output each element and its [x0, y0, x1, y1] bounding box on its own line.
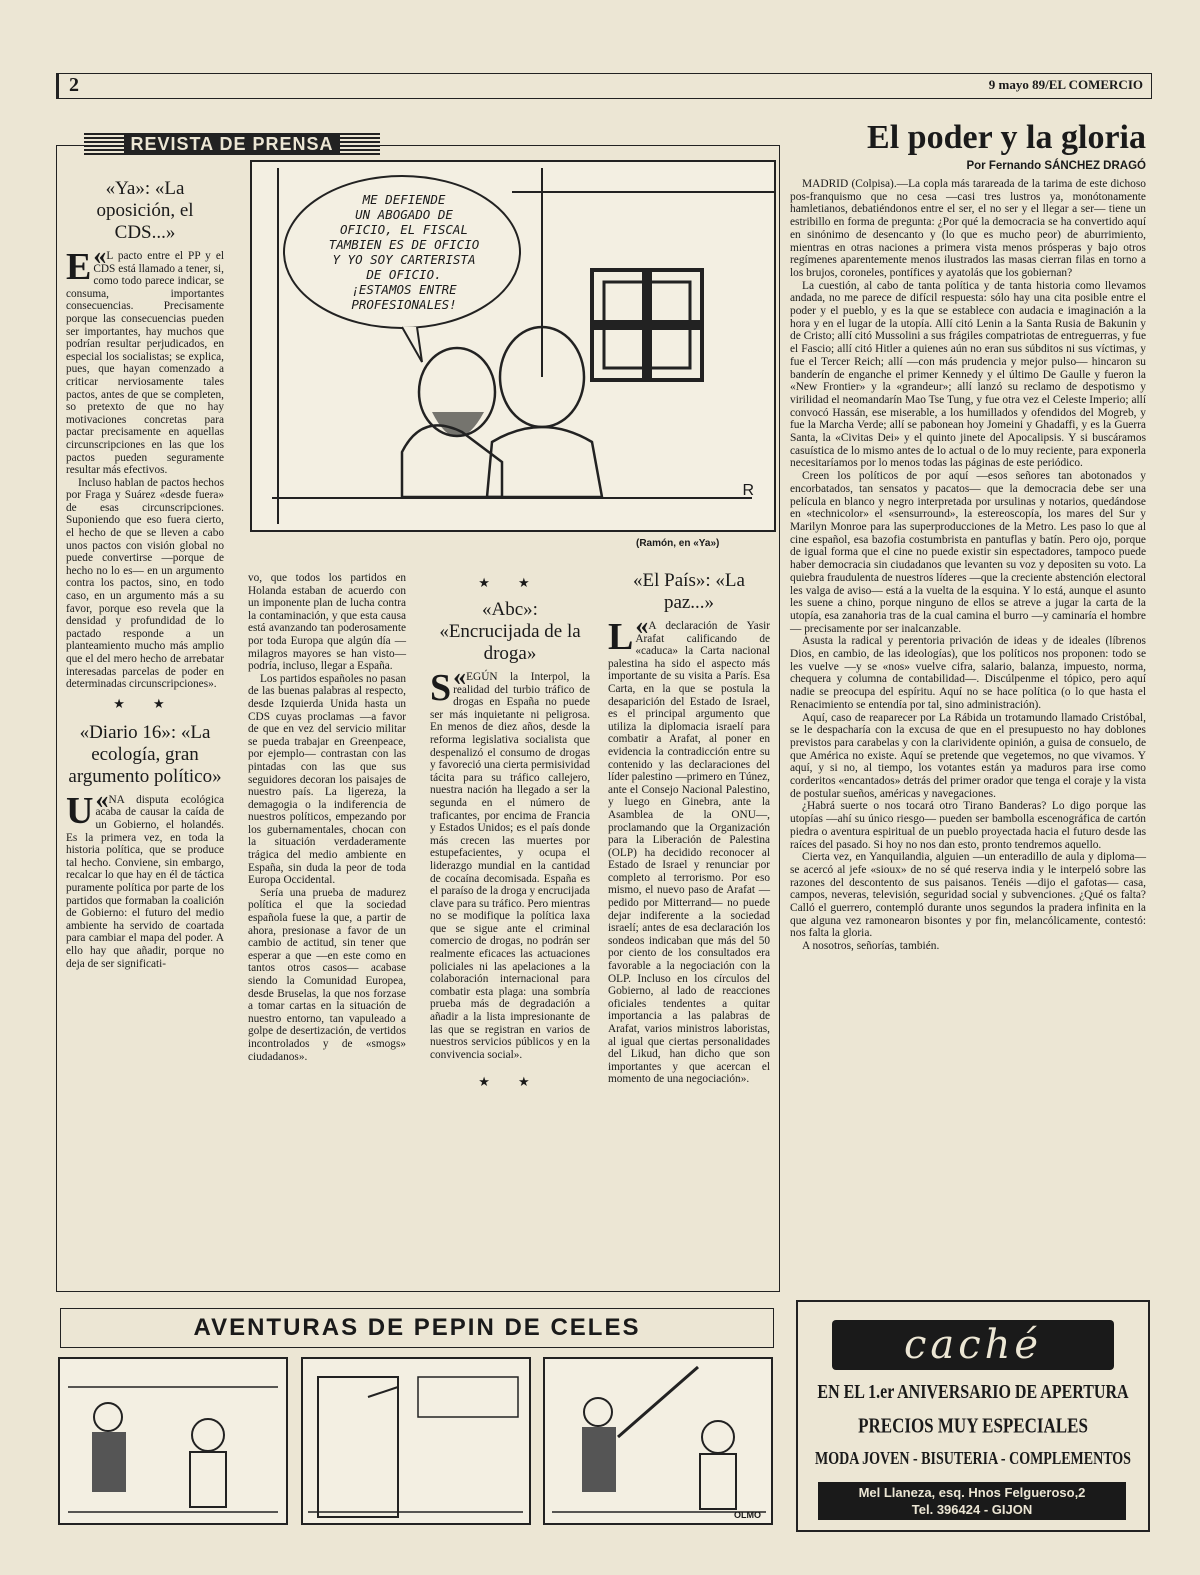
abc-article	[430, 570, 590, 1096]
stars-divider: ★ ★	[113, 696, 177, 712]
diario-paragraph: « U NA disputa ecológica acaba de causar la caída de un Gobierno, el holandés. Es la primera vez, en toda la historia política, que se produce tal hecho. Conviene, sin embargo, recalcar lo que hay en él de táctica puramente política por parte de los partidos que formaban la coalición de Gobierno: el futuro del medio ambiente ha servido de coartada para cambiar el mapa del poder. A ello hay que añadir, porque no deja de ser significati-	[66, 784, 224, 970]
cache-brand: caché	[903, 1322, 1043, 1368]
poder-paragraph-8: A nosotros, señorías, también.	[802, 940, 940, 953]
ya-paragraph: « E L pacto entre el PP y el CDS está llamado a tener, si, como todo parece indicar, se consuma, importantes consecuencias. Precisamente porque las consecuencias pueden ser importantes, hay muchos que podrían resultar perjudicados, en especial los socialistas; se explica, pues, que hayan comenzado a criticar nerviosamente tales pactos, antes de que se completen, so pretexto de que no hay motivaciones concretas para pactar precisamente en aquellas circunscripciones en las que los pactos pueden seguramente resultar más efectivos.	[66, 241, 224, 477]
poder-paragraph-1: MADRID (Colpisa).—La copla más tarareada de la tarima de este dichoso pos-franquismo que no cesa —casi tres lustros ya, monótonamente hamletianos, debatiéndonos entre el ser, el no ser y el llegar a ser— tiene un estribillo en forma de pregunta: ¿Por qué la democracia se ha convertido aquí en sinónimo de desencanto y (lo que es mucho peor) de aburrimiento, mientras en otras naciones a primera vista menos prósperas y bajo otros regímenes aparentemente menos ilustrados las masas cierran filas en torno a los brujos, coroneles, pontífices y ayatolás que los gobiernan?	[790, 178, 1146, 279]
diario-title: «Diario 16»: «La ecología, gran argumento político»	[68, 721, 222, 787]
diario-paragraph-3: Los partidos españoles no pasan de las buenas palabras al respecto, desde Izquierda Unida hasta un CDS cuyas proclamas —a favor de que en vez del servicio militar se pueda trabajar en Greenpeace, por ejemplo— contrastan con las pintadas con las que sus seguidores decoran los paisajes de nuestro país. La ligereza, la demagogia o la indiferencia de nuestros políticos, empezando por los gubernamentales, chocan con la situación verdaderamente trágica del medio ambiente en España, sin duda la peor de toda Europa Occidental.	[248, 672, 406, 887]
poder-byline: Por Fernando SÁNCHEZ DRAGÓ	[966, 160, 1146, 172]
cartoon-frame	[250, 160, 776, 532]
cartoon-speech: ME DEFIENDE UN ABOGADO DE OFICIO, EL FISCAL TAMBIEN ES DE OFICIO Y YO SOY CARTERISTA DE OFICIO. ¡ESTAMOS ENTRE PROFESIONALES!	[328, 192, 480, 312]
cache-logo-box	[832, 1320, 1114, 1370]
poder-paragraph-7: Cierta vez, en Yanquilandia, alguien —un enteradillo de aula y diploma— se acercó al jefe «sioux» de no sé qué reserva india y le interpeló sobre las razones del descontento de sus paisanos. Tenéis —dijo el gafotas— casa, campos, neveras, televisión, seguridad social y subvenciones. ¿Qué os falta? Calló el guerrero, contempló durante unos segundos la pradera infinita en la que alguna vez ramonearon bisontes y por fin, melancólicamente, contestó: nos falta la gloria.	[790, 851, 1146, 940]
pais-title: «El País»: «La paz...»	[633, 570, 745, 613]
page-number: 2	[69, 74, 79, 96]
ad-address-2: Tel. 396424 - GIJON	[911, 1502, 1033, 1517]
poder-paragraph-4: Asusta la radical y perentoria privación de ideas y de ideales (líbrenos Dios, en cambio, de las ideologías), que los políticos nos proponen: todo se les vuelve —y se «nos» vuelve cifra, salario, balanza, impuesto, norma, chequera y columna de contabilidad—. Discúlpenme el tópico, pero aquí nadie se preocupa del espíritu. Aquí no se hace política (o lo que hasta el Renacimiento se entendía por tal, sino administración).	[790, 635, 1146, 711]
ad-address-1: Mel Llaneza, esq. Hnos Felgueroso,2	[858, 1485, 1086, 1500]
ya-paragraph-2: Incluso hablan de pactos hechos por Fraga y Suárez «desde fuera» de esas circunscripciones. Suponiendo que eso fuera cierto, el hecho de que se lleven a cabo unos pactos con visión global no puede convertirse —porque de hecho no lo es— en un argumento contra los pactos, sino, en todo caso, en un argumento más a su favor, porque eso revela que la densidad y profundidad de lo pactado responde a un planteamiento mucho más amplio que el del mero hecho de arrebatar interesadas parcelas de poder en determinadas circunscripciones».	[66, 476, 224, 691]
cartoon-caption: (Ramón, en «Ya»)	[636, 538, 720, 549]
stars-divider-bottom: ★ ★	[478, 1075, 542, 1091]
abc-paragraph: « S EGÚN la Interpol, la realidad del turbio tráfico de drogas en España no puede ser más inquietante ni peligrosa. En menos de diez años, desde la reforma legislativa socialista que despenalizó el consumo de drogas y favoreció una cierta permisividad tácita para su tráfico callejero, nuestra nación ha llegado a ser la segunda en el número de traficantes, por encima de Francia y Estados Unidos; es el país donde más crecen las muertes por estupefacientes, y ocupa el liderazgo mundial en la cantidad de cocaína decomisada. España es el paraíso de la droga y encrucijada clave para su tráfico. Pero mientras no se modifique la política laxa que se sigue ante el criminal comercio de drogas, no podrán ser realmente eficaces las actuaciones policiales ni las apelaciones a la colaboración internacional para combatir esta plaga: una sombría prueba más de degradación a añadir a la lista impresionante de las que se registran en varios de nuestros servicios públicos y en la convivencia social».	[430, 662, 590, 1061]
stars-divider-abc: ★ ★	[478, 576, 542, 591]
poder-title: El poder y la gloria	[867, 119, 1146, 156]
ad-address-box	[818, 1482, 1126, 1520]
ya-article	[66, 178, 224, 970]
pepin-strip	[58, 1357, 776, 1527]
ad-line-3: MODA JOVEN - BISUTERIA - COMPLEMENTOS	[815, 1450, 1131, 1469]
pais-paragraph: « L A declaración de Yasir Arafat calificando de «caduca» la Carta nacional palestina ha sido el aspecto más importante de su visita a París. Esa Carta, en la que se postula la desaparición del Estado de Israel, es el principal argumento que utiliza la diplomacia israelí para combatir a Arafat, al poner en evidencia la contradicción entre su contenido y las declaraciones del líder palestino —primero en Túnez, ante el Consejo Nacional Palestino, y luego en Ginebra, ante la Asamblea de la ONU—, proclamando que la Organización para la Liberación de Palestina (OLP) ha decidido reconocer al Estado de Israel y renunciar por completo al terrorismo. Por eso mismo, el nuevo paso de Arafat —pedido por Mitterrand— no puede dejar indiferente a la sociedad israelí; antes de esa declaración los sondeos indicaban que más del 50 por ciento de los consultados era favorable a la negociación con la OLP. Incluso en los círculos del Gobierno, al lado de reacciones oficiales tendentes a quitar importancia a las palabras de Arafat, varios ministros laboristas, al igual que ciertas personalidades del Likud, han dicho que son importantes y que acercan el momento de una negociación».	[608, 611, 770, 1086]
poder-paragraph-6: ¿Habrá suerte o nos tocará otro Tirano Banderas? Lo digo porque las utopías —ahí su único riesgo— pueden ser bambolla escenográfica de cartón piedra o aventura espiritual de un pueblo proyectada hacia el futuro desde las raíces del pasado. Si hoy no nos dan esto, pronto tendremos aquello.	[790, 800, 1146, 851]
poder-paragraph-5: Aquí, caso de reaparecer por La Rábida un trotamundo llamado Cristóbal, se le despacharía con la excusa de que en el presupuesto no hay doblones previstos para carabelas y con la clarividente opinión, a guisa de consuelo, de que América no existe. Aquí se pretende que vegetemos, no que vivamos. Y aquí, y si no, al tiempo, los votantes están ya maduros para irse como corderitos «encantados» detrás del primer orador que tenga el coraje y la vista de postular sueños, américas y navegaciones.	[790, 711, 1146, 800]
pepin-title: AVENTURAS DE PEPIN DE CELES	[193, 1314, 641, 1341]
pepin-title-box	[60, 1308, 774, 1348]
revista-section-label: REVISTA DE PRENSA	[84, 130, 380, 158]
abc-title: «Abc»: «Encrucijada de la droga»	[439, 599, 581, 664]
cartoon-signature: R	[742, 482, 754, 499]
ya-title: «Ya»: «La oposición, el CDS...»	[96, 178, 194, 243]
pepin-signature: OLMO	[734, 1510, 761, 1520]
poder-paragraph-3: Creen los políticos de por aquí —esos señores tan abotonados y encorbatados, tan sensatos y pacatos— que la democracia debe ser una película en blanco y negro interpretada por ursulinas y notarios, quedándose en «technicolor» el «sensurround», la estereoscopía, los mares del Sur y Marilyn Monroe para las superproducciones de la Metro. Les paso lo que al cine español, esa bazofia costumbrista en pantuflas y batín. Pero ojo, porque de igual forma que el cine no puede existir sin espectadores, tampoco puede haber democracia sin ciudadanos que levanten su voz y depositen su voto. La quiebra fraudulenta de nuestros líderes —que la creciente abstención electoral les valga de aviso— está a la vuelta de la esquina. Y lo está, aunque el asunto les suene a chino, porque ninguno de ellos se atreve a jugar la carta de la utopía, esa zanahoria tras de la cual camina el burro —y caminaría el hombre— precisamente por ser inalcanzable.	[790, 470, 1146, 635]
page-header	[56, 73, 1152, 99]
diario-paragraph-2: vo, que todos los partidos en Holanda estaban de acuerdo con un imponente plan de lucha contra la contaminación, y que esta causa está avanzando tan poderosamente por toda Europa que algún día —milagros mayores se han visto— podría, incluso, llegar a España.	[248, 572, 406, 673]
poder-article	[790, 118, 1146, 953]
ad-line-2: PRECIOS MUY ESPECIALES	[858, 1413, 1088, 1438]
cache-ad	[796, 1300, 1150, 1532]
date-paper: 9 mayo 89/EL COMERCIO	[988, 77, 1143, 92]
poder-paragraph-2: La cuestión, al cabo de tanta política y de tanta historia como llevamos andada, no me parece de difícil respuesta: sólo hay una cita posible entre el poder y el pueblo, y es la que se establece con audacia e imaginación a la hora y en el lugar de la utopía. Allí citó Lenin a la Santa Rusia de Bakunin y de Cristo; allí citó Mussolini a sus frágiles compatriotas de entreguerras, y fue el Fascio; allí citó Hitler a quienes aún no eran sus súbditos ni sus víctimas, y fue el Tercer Reich; allí —con más prudencia y mejor pulso— hincaron su banderín de enganche el primer Kennedy y el último De Gaulle y fueron la «New Frontier» y la «grandeur»; allí lanzó su reclamo de despotismo y virilidad el neomandarín Mao Tse Tung, y fue otra vez el Celeste Imperio; allí convocó Hassán, ese miserable, a los humillados y ofendidos del Mogreb, y fue la Marcha Verde; allí se pabonean hoy Jomeini y Ghadaffi, y es la Guerra Santa, la «Civitas Dei» y el quinto jinete del Apocalipsis. Y si buscáramos casuística de lo mismo antes de lo actual o de lo muy reciente, para exponerla necesitaríamos por lo menos todas las páginas de este periódico.	[790, 279, 1146, 470]
diario-continuation	[248, 572, 406, 1063]
diario-paragraph-4: Sería una prueba de madurez política el que la sociedad española fuese la que, a partir de ahora, presionase a favor de un cambio de actitud, sin tener que esperar a que —en este como en tantos otros casos— acabase siendo la Comunidad Europea, desde Bruselas, la que nos forzase a tomar cartas en la situación de nuestro entorno, tan vapuleado a golpe de desertización, de vertidos incontrolados y de «smogs» ciudadanos».	[248, 886, 406, 1063]
pais-article	[608, 570, 770, 1086]
pepin-comic-drawing	[58, 1357, 776, 1527]
ad-line-1: EN EL 1.er ANIVERSARIO DE APERTURA	[817, 1381, 1129, 1403]
